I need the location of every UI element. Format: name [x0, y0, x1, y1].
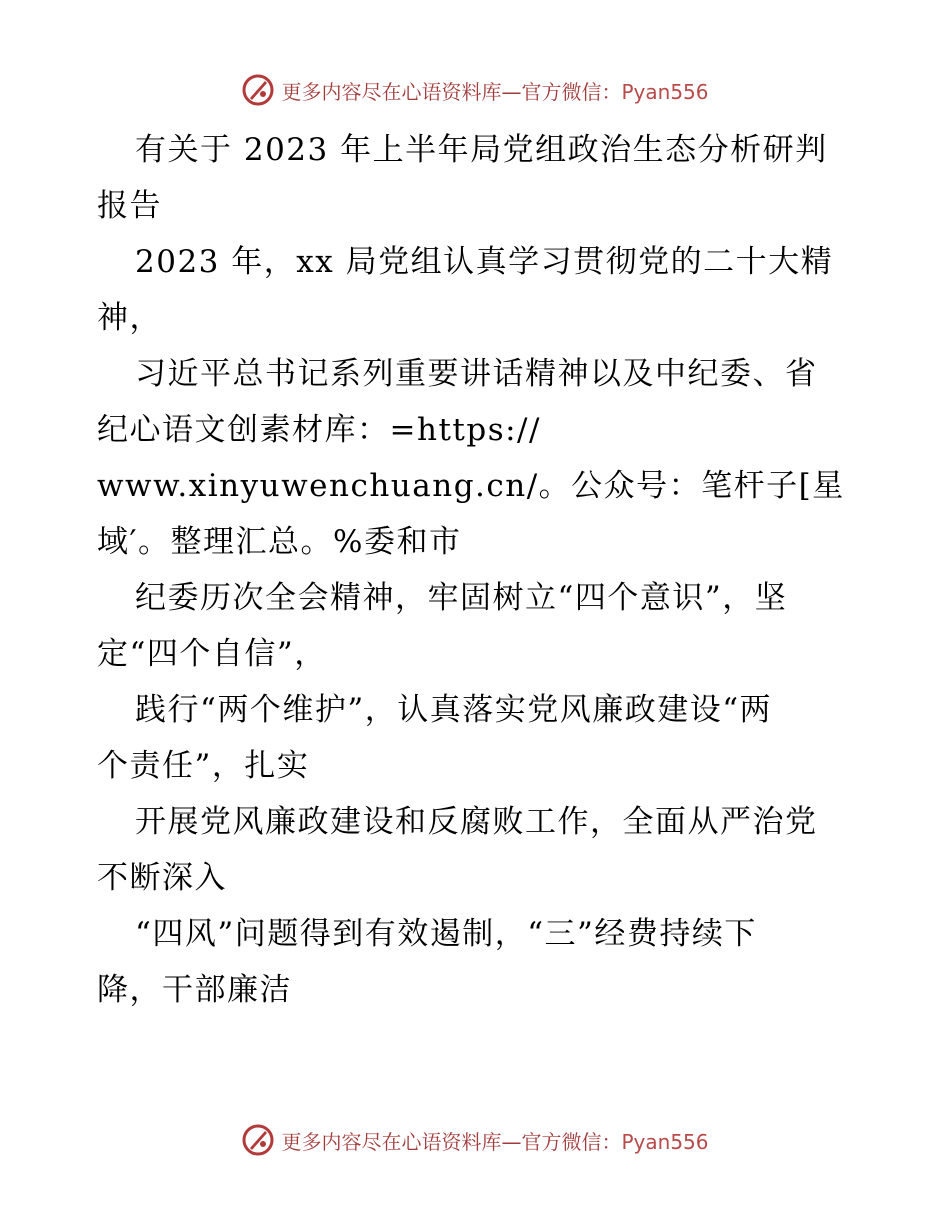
- text-line: 纪委历次全会精神，牢固树立“四个意识”，坚: [135, 580, 788, 616]
- text-line: 纪心语文创素材库：=https://: [97, 412, 541, 448]
- text-line: 降，干部廉洁: [97, 972, 292, 1008]
- text-line: 神，: [97, 300, 162, 336]
- document-body: [97, 122, 857, 1018]
- header-banner: [0, 70, 950, 110]
- text-line: “四风”问题得到有效遏制，“三”经费持续下: [135, 916, 757, 952]
- text-line: 有关于 2023 年上半年局党组政治生态分析研判: [135, 132, 828, 168]
- text-line: 2023 年，xx 局党组认真学习贯彻党的二十大精: [135, 244, 834, 280]
- banner-text: [281, 1126, 708, 1155]
- text-line: 开展党风廉政建设和反腐败工作，全面从严治党: [135, 804, 818, 840]
- banner-wechat-id: Pyan556: [621, 79, 709, 104]
- text-line: 不断深入: [97, 860, 227, 896]
- footer-banner: [0, 1120, 950, 1160]
- quill-circle-logo-icon: [241, 1123, 275, 1157]
- text-line: 报告: [97, 188, 162, 224]
- banner-label: 更多内容尽在心语资料库—官方微信：: [281, 79, 622, 104]
- quill-circle-logo-icon: [241, 73, 275, 107]
- banner-wechat-id: Pyan556: [621, 1129, 709, 1154]
- text-line: www.xinyuwenchuang.cn/。公众号：笔杆子[星: [97, 468, 845, 504]
- text-line: 定“四个自信”，: [97, 636, 327, 672]
- banner-text: [281, 76, 708, 105]
- text-line: 个责任”，扎实: [97, 748, 310, 784]
- text-line: 践行“两个维护”，认真落实党风廉政建设“两: [135, 692, 773, 728]
- text-line: 域′。整理汇总。%委和市: [97, 524, 462, 560]
- banner-label: 更多内容尽在心语资料库—官方微信：: [281, 1129, 622, 1154]
- text-line: 习近平总书记系列重要讲话精神以及中纪委、省: [135, 356, 818, 392]
